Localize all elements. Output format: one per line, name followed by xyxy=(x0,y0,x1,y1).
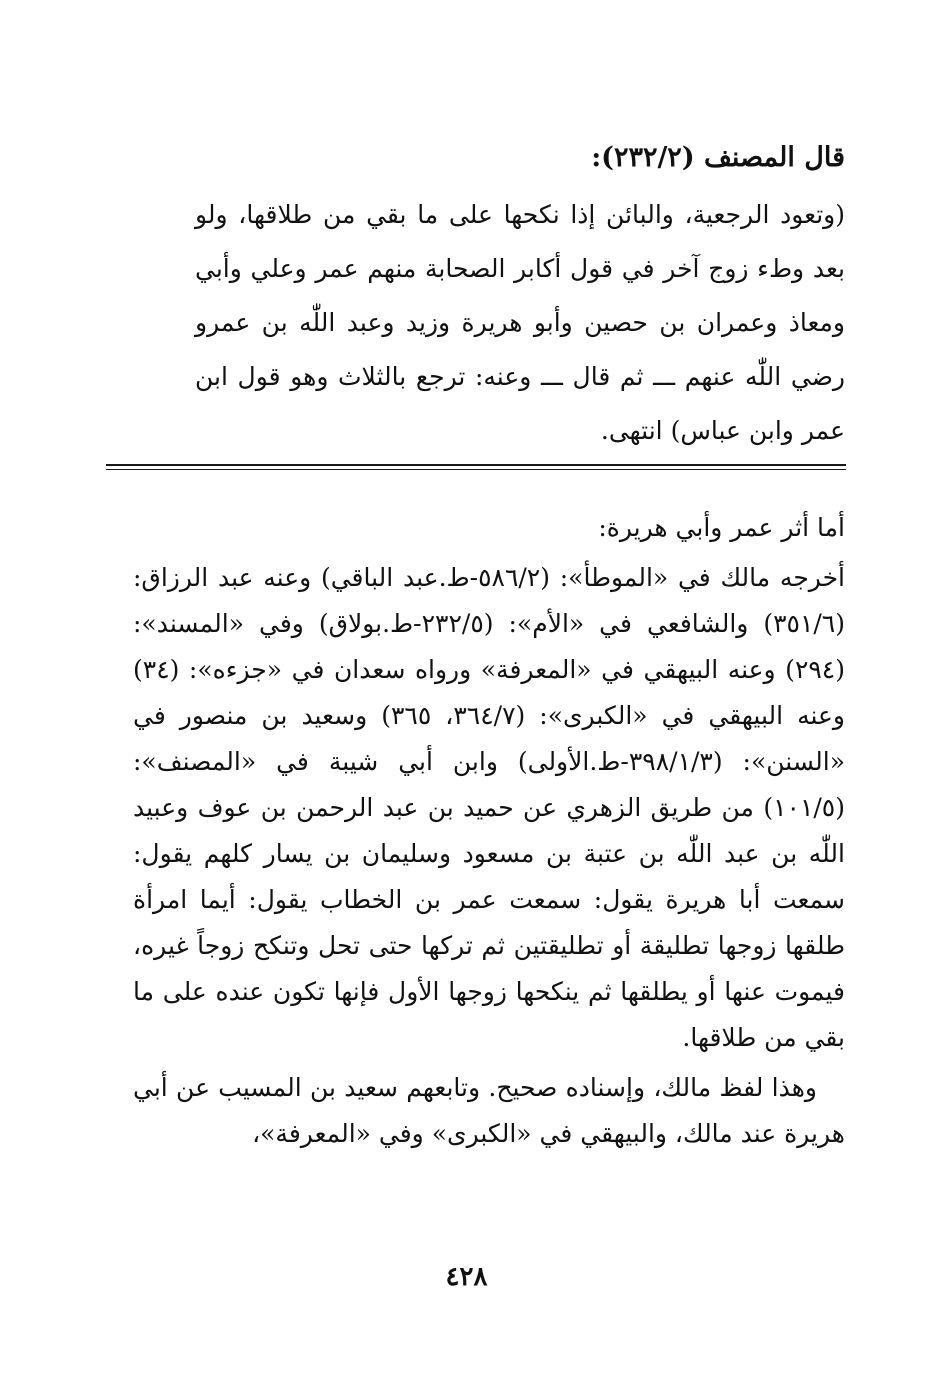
separator-rule xyxy=(106,464,846,466)
section-heading: قال المصنف (٢٣٢/٢): xyxy=(591,142,845,173)
author-quote xyxy=(195,188,845,458)
page-number: ٤٢٨ xyxy=(445,1262,488,1292)
commentary-paragraph: أخرجه مالك في «الموطأ»: (٥٨٦/٢-ط.عبد الباقي) وعنه عبد الرزاق: (٣٥١/٦) والشافعي في «الأم»: (٢٣٢/٥-ط.بولاق) وفي «المسند»: (٢٩٤) وعنه البيهقي في «المعرفة» ورواه سعدان في «جزءه»: (٣٤) وعنه البيهقي في «الكبرى»: (٣٦٤/٧، ٣٦٥) وسعيد بن منصور في «السنن»: (٣٩٨/١/٣-ط.الأولى) وابن أبي شيبة في «المصنف»: (١٠١/٥) من طريق الزهري عن حميد بن عبد الرحمن بن عوف وعبيد اللّٰه بن عبد اللّٰه بن عتبة بن مسعود وسليمان بن يسار كلهم يقول: سمعت أبا هريرة يقول: سمعت عمر بن الخطاب يقول: أيما امرأة طلقها زوجها تطليقة أو تطليقتين ثم تركها حتى تحل وتنكح زوجاً غيره، فيموت عنها أو يطلقها ثم ينكحها زوجها الأول فإنها تكون عنده على ما بقي من طلاقها. xyxy=(133,563,846,1052)
separator-rule-thin xyxy=(106,469,846,470)
commentary-section xyxy=(133,505,845,1157)
quote-text: (وتعود الرجعية، والبائن إذا نكحها على ما بقي من طلاقها، ولو بعد وطء زوج آخر في قول أكابر الصحابة منهم عمر وعلي وأبي ومعاذ وعمران بن حصين وأبو هريرة وزيد وعبد اللّٰه بن عمرو رضي اللّٰه عنهم ـــ ثم قال ـــ وعنه: ترجع بالثلاث وهو قول ابن عمر وابن عباس) انتهى. xyxy=(195,200,845,445)
commentary-paragraph: وهذا لفظ مالك، وإسناده صحيح. وتابعهم سعيد بن المسيب عن أبي هريرة عند مالك، والبيهقي في «الكبرى» وفي «المعرفة»، xyxy=(133,1073,845,1148)
commentary-lead: أما أثر عمر وأبي هريرة: xyxy=(598,513,845,542)
